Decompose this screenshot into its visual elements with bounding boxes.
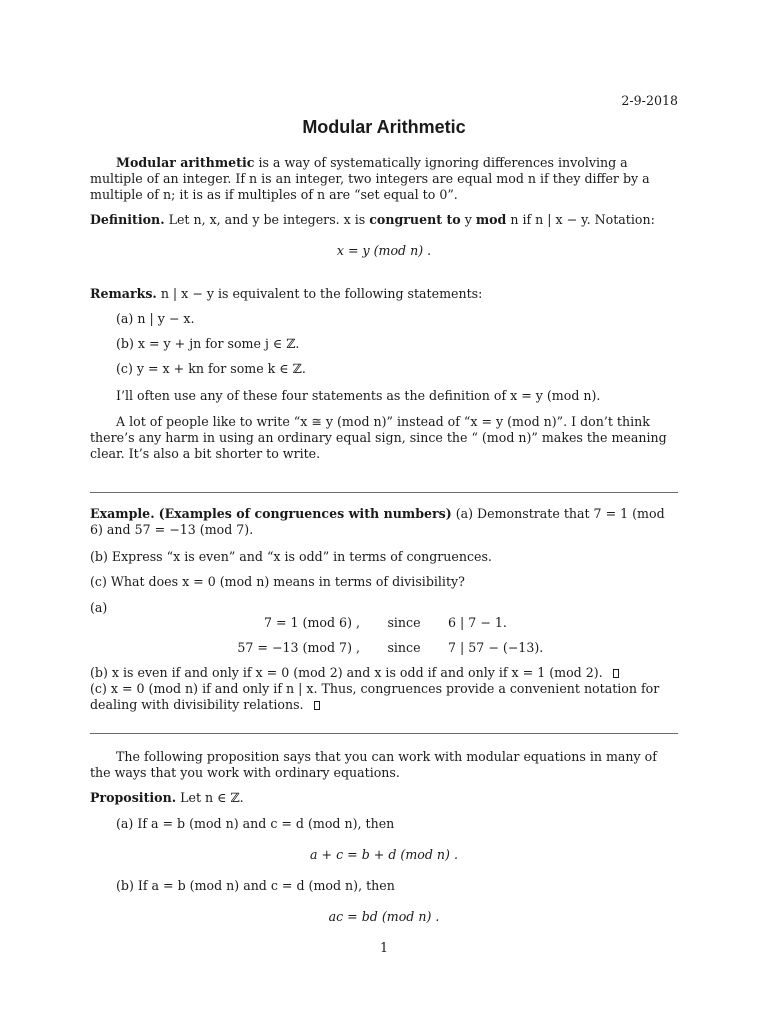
answer-equation-1 — [90, 615, 678, 631]
answer-equation-2 — [90, 640, 678, 656]
remarks-label: Remarks. — [90, 286, 157, 301]
answer-c — [90, 681, 678, 713]
eq2-rhs: 7 | 57 − (−13). — [448, 640, 544, 655]
definition-display: x = y (mod n) . — [336, 243, 432, 258]
answer-a-label: (a) — [90, 600, 108, 615]
proposition-part-a: (a) If a = b (mod n) and c = d (mod n), then — [116, 816, 395, 831]
eq2-lhs: 57 = −13 (mod 7) , — [237, 640, 360, 655]
remark-item-c: (c) y = x + kn for some k ∈ ℤ. — [116, 361, 306, 376]
definition-text-a: Let n, x, and y be integers. x is — [164, 212, 370, 227]
proposition-intro: The following proposition says that you can work with modular equations in many of the ways that you work with ordinary equations. — [90, 749, 657, 780]
remarks-paragraph-2: A lot of people like to write “x ≅ y (mod n)” instead of “x = y (mod n)”. I don’t think there’s any harm in using an ordinary equal sign, since the “ (mod n)” makes the meaning clear. It’s also a bit shorter to write. — [90, 414, 667, 461]
example-label: Example. — [90, 506, 155, 521]
eq1-lhs: 7 = 1 (mod 6) , — [263, 615, 360, 630]
page-title: Modular Arithmetic — [302, 117, 466, 137]
section-divider — [90, 492, 678, 493]
example-heading: (Examples of congruences with numbers) — [158, 506, 452, 521]
eq1-rhs: 6 | 7 − 1. — [448, 615, 507, 630]
qed-icon — [314, 701, 320, 710]
answer-b — [90, 665, 678, 681]
definition-text-c: n if n | x − y. Notation: — [506, 212, 655, 227]
remarks-text: n | x − y is equivalent to the following statements: — [156, 286, 483, 301]
date: 2-9-2018 — [621, 93, 678, 108]
remarks-paragraph-1: I’ll often use any of these four statements as the definition of x = y (mod n). — [116, 388, 601, 403]
example-text: (a) Demonstrate that 7 = 1 (mod 6) and 57 = −13 (mod 7). — [90, 506, 665, 537]
intro-term: Modular arithmetic — [116, 155, 255, 170]
answer-b-text: (b) x is even if and only if x = 0 (mod 2) and x is odd if and only if x = 1 (mod 2). — [90, 665, 603, 680]
definition-term: congruent to — [369, 212, 461, 227]
intro-text: is a way of systematically ignoring differences involving a multiple of an integer. If n is an integer, two integers are equal mod n if they differ by a multiple of n; it is as if multiples of n are “set equal to 0”. — [90, 155, 650, 202]
remark-item-b: (b) x = y + jn for some j ∈ ℤ. — [116, 336, 300, 351]
proposition — [90, 790, 678, 806]
answer-c-text: (c) x = 0 (mod n) if and only if n | x. Thus, congruences provide a convenient notation for dealing with divisibility relations. — [90, 681, 660, 712]
definition-text-b: y — [460, 212, 476, 227]
example-part-c: (c) What does x = 0 (mod n) means in terms of divisibility? — [90, 574, 465, 589]
proposition-label: Proposition. — [90, 790, 177, 805]
proposition-b-display: ac = bd (mod n) . — [328, 909, 440, 924]
proposition-part-b: (b) If a = b (mod n) and c = d (mod n), then — [116, 878, 395, 893]
remarks — [90, 286, 678, 302]
proposition-text: Let n ∈ ℤ. — [176, 790, 244, 805]
section-divider — [90, 733, 678, 734]
eq1-since: since — [387, 615, 421, 630]
definition-label: Definition. — [90, 212, 165, 227]
page-number: 1 — [379, 940, 388, 955]
definition-term-mod: mod — [475, 212, 507, 227]
eq2-since: since — [387, 640, 421, 655]
intro-paragraph — [90, 155, 678, 203]
proposition-a-display: a + c = b + d (mod n) . — [310, 847, 458, 862]
document-page — [90, 0, 678, 1024]
qed-icon — [613, 669, 619, 678]
example-statement — [90, 506, 678, 538]
example-part-b: (b) Express “x is even” and “x is odd” in terms of congruences. — [90, 549, 492, 564]
definition — [90, 212, 678, 228]
remark-item-a: (a) n | y − x. — [116, 311, 195, 326]
